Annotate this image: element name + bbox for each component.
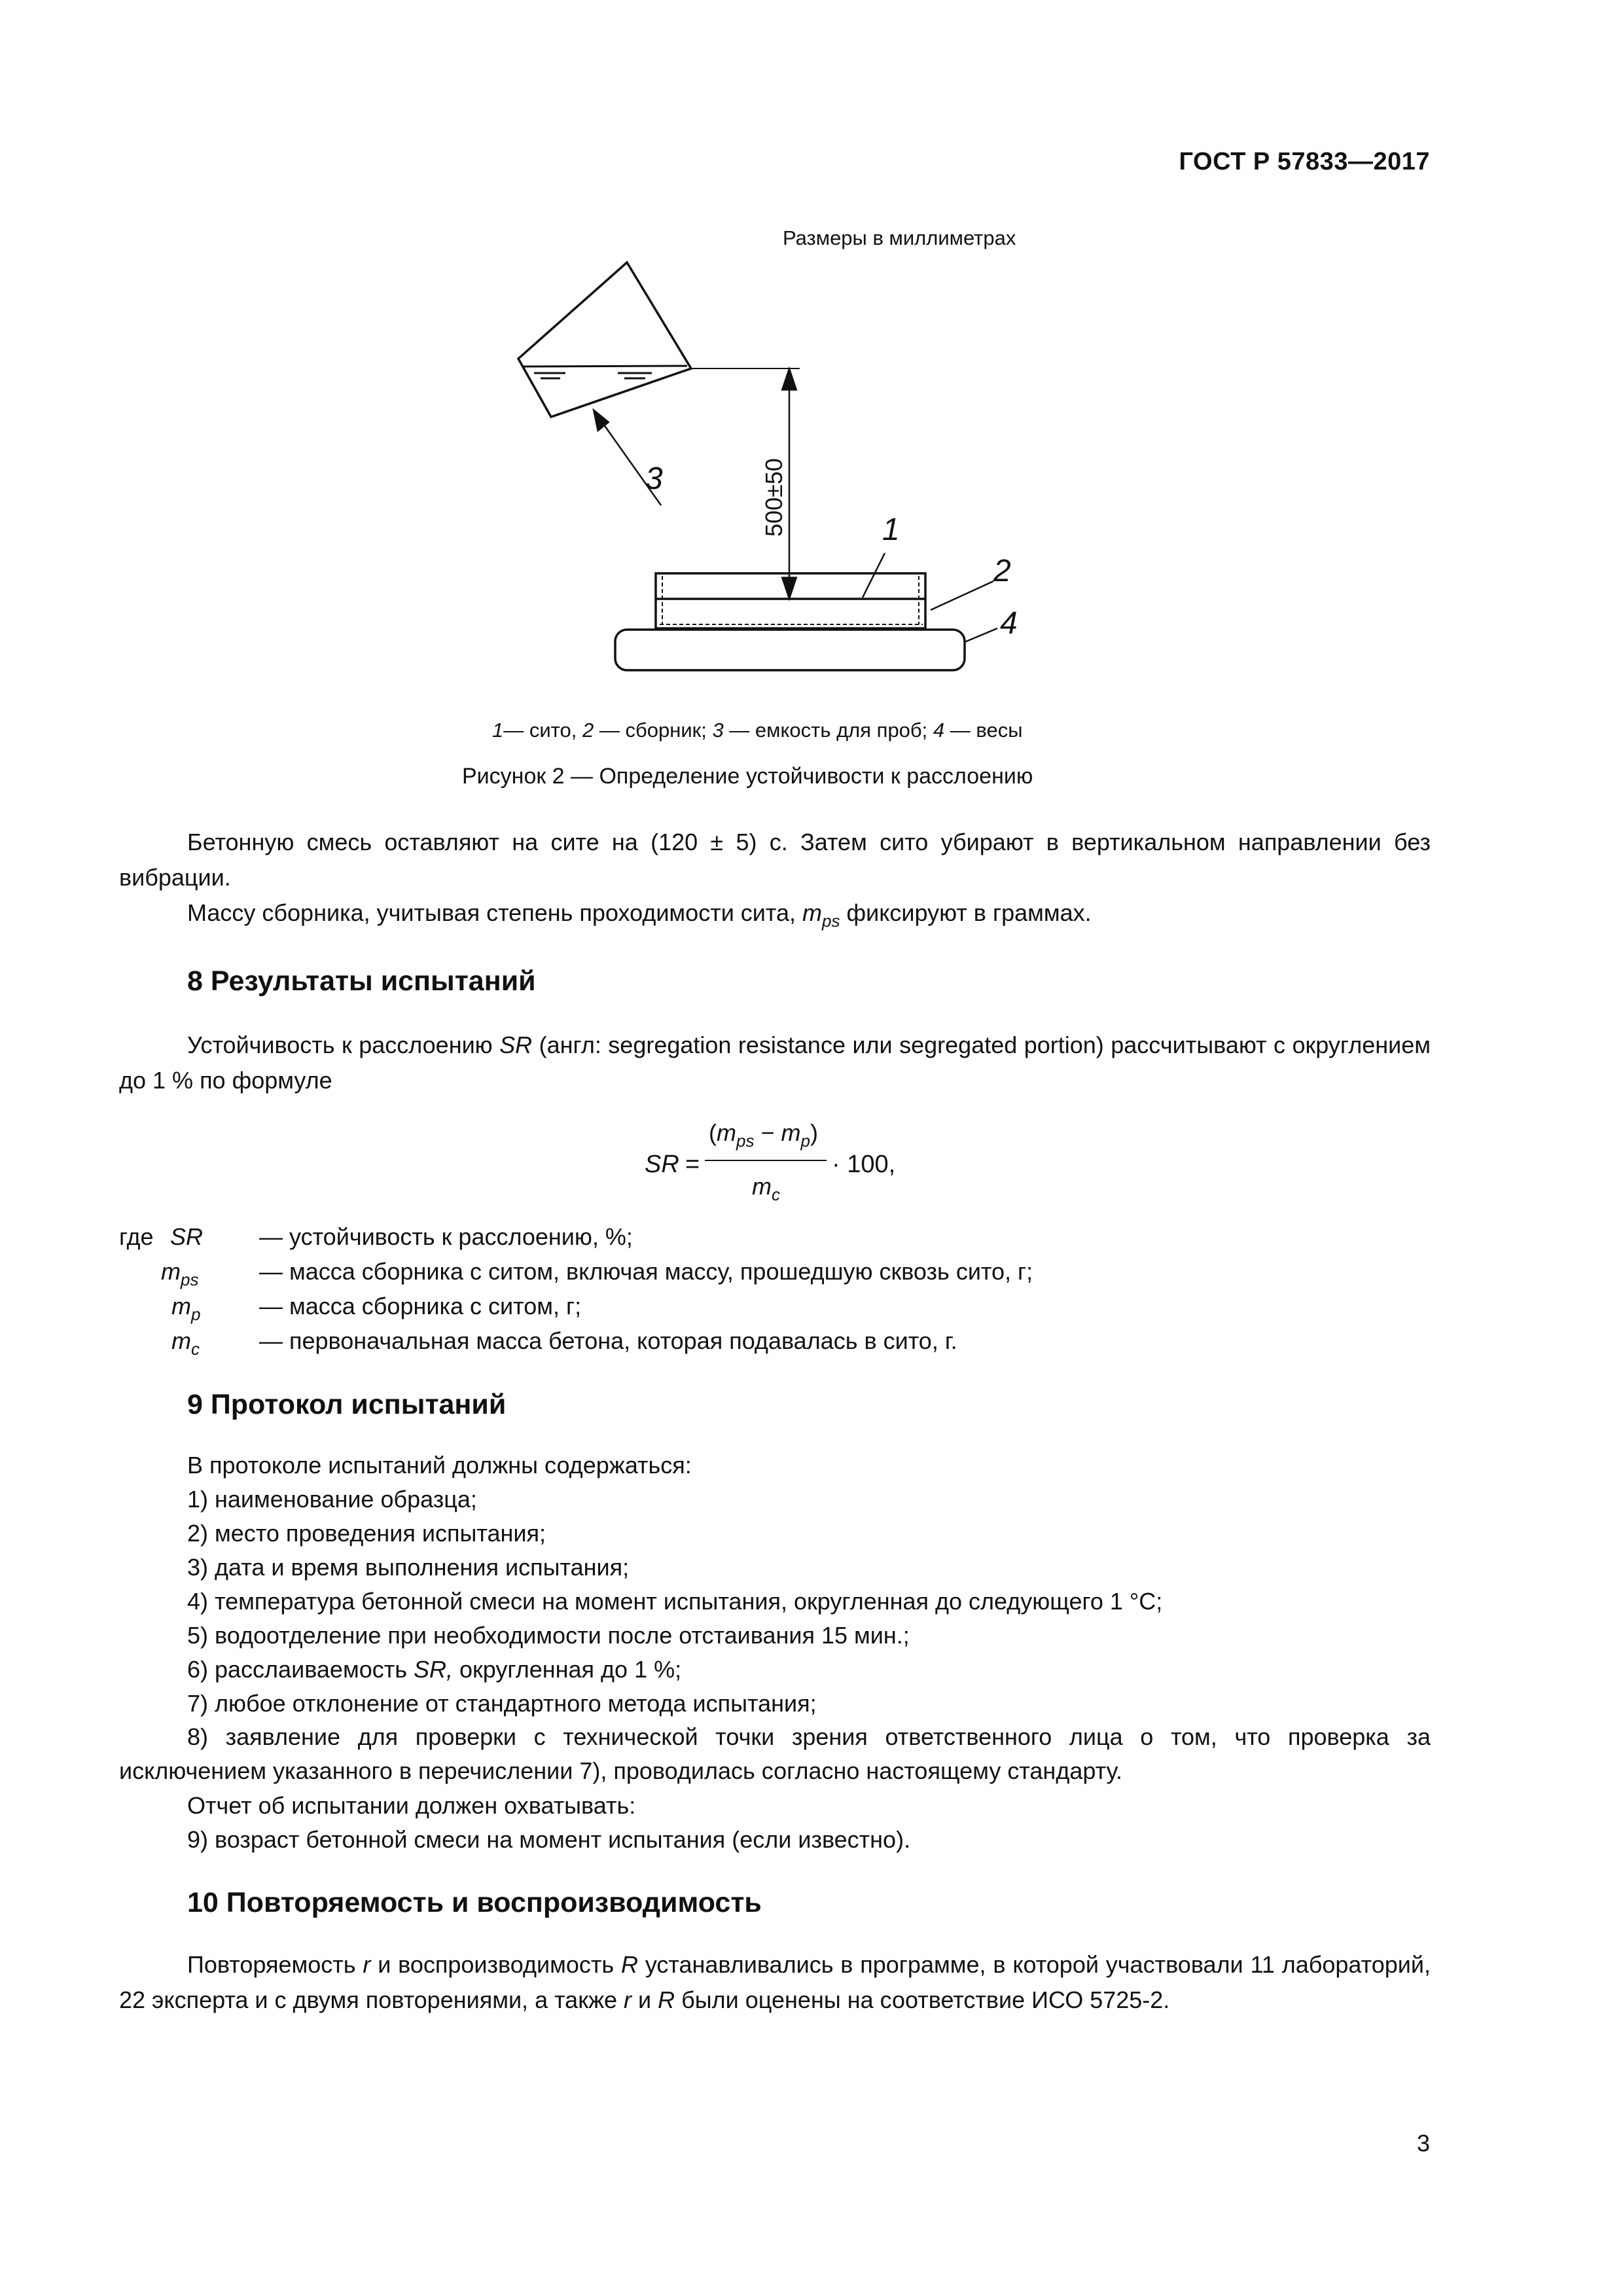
formula-lhs: SR [645, 1151, 679, 1178]
section-8-heading: 8 Результаты испытаний [187, 965, 536, 997]
legend-text-3: — емкость для проб; [723, 719, 933, 742]
dimension-label: 500±50 [760, 458, 787, 537]
s8-text-1: Устойчивость к расслоению [187, 1031, 500, 1058]
def-text-mp: — масса сборника с ситом, г; [259, 1293, 582, 1319]
segregation-test-figure [0, 0, 1623, 720]
s9-item-9: 9) возраст бетонной смеси на момент испытания (если известно). [187, 1826, 911, 1853]
def-sub-2: p [191, 1304, 201, 1324]
legend-num-1: 1 [492, 719, 504, 742]
legend-num-2: 2 [582, 719, 594, 742]
s8-text-2: (англ: segregation resistance или segregated portion) рассчитывают с округлением до 1 % по формуле [119, 1031, 1431, 1094]
callout-1: 1 [882, 512, 900, 547]
s9-item-4: 4) температура бетонной смеси на момент испытания, округленная до следующего 1 °С; [187, 1588, 1163, 1615]
s9-item-6-symbol: SR, [413, 1656, 453, 1683]
s9-item-6 [187, 1652, 681, 1687]
s10-t2: и воспроизводимость [370, 1951, 621, 1978]
def-sub-3: c [191, 1339, 200, 1359]
formula-eq: = [685, 1151, 700, 1178]
def-text-mc: — первоначальная масса бетона, которая подавалась в сито, г. [259, 1327, 957, 1354]
s10-r2: r [624, 1986, 632, 2013]
sample-container-shape [518, 262, 691, 417]
num-m1: m [717, 1119, 736, 1146]
standard-number: ГОСТ Р 57833—2017 [1179, 148, 1430, 175]
num-m2: m [781, 1119, 801, 1146]
callout-4: 4 [1000, 606, 1018, 641]
s9-item-5: 5) водоотделение при необходимости после отстаивания 15 мин.; [187, 1622, 910, 1649]
s9-item-2: 2) место проведения испытания; [187, 1520, 546, 1547]
legend-num-3: 3 [712, 719, 724, 742]
def-sym-0: SR [170, 1223, 204, 1250]
s10-t1: Повторяемость [187, 1951, 363, 1978]
s10-t4: и [632, 1986, 658, 2013]
num-minus: − [754, 1119, 781, 1146]
formula-tail: · 100, [832, 1151, 896, 1178]
s9-report: Отчет об испытании должен охватывать: [187, 1792, 636, 1819]
num-m1-sub: ps [736, 1131, 755, 1151]
def-sym-2: m [171, 1293, 191, 1319]
intro-p2-symbol: m [802, 899, 823, 926]
den-m: m [752, 1173, 772, 1200]
s9-intro: В протоколе испытаний должны содержаться: [187, 1452, 692, 1479]
def-text-mps: — масса сборника с ситом, включая массу, прошедшую сквозь сито, г; [259, 1258, 1033, 1285]
legend-text-4: — весы [944, 719, 1023, 742]
page-number: 3 [1416, 2130, 1430, 2157]
s10-R2: R [658, 1986, 675, 2013]
s9-item-7: 7) любое отклонение от стандартного метода испытания; [187, 1690, 817, 1717]
s10-t3: устанавливались в программе, в которой участвовали 11 лабораторий, 22 эксперта и с двумя повторениями, а также [119, 1951, 1431, 2013]
formula-numerator [709, 1115, 818, 1158]
intro-p2-text-end: фиксируют в граммах. [840, 899, 1092, 926]
fraction-bar [705, 1160, 827, 1161]
def-sub-1: ps [181, 1270, 199, 1289]
legend-num-4: 4 [933, 719, 945, 742]
intro-p2-text: Массу сборника, учитывая степень проходимости сита, [187, 899, 803, 926]
legend-text-1: — сито, [503, 719, 582, 742]
den-sub: c [772, 1185, 780, 1204]
section-9-heading: 9 Протокол испытаний [187, 1389, 507, 1420]
s10-R: R [620, 1951, 638, 1978]
units-note: Размеры в миллиметрах [783, 226, 1016, 249]
callout-2: 2 [993, 554, 1011, 588]
callout-3: 3 [645, 461, 663, 496]
num-open: ( [709, 1119, 717, 1146]
legend-text-2: — сборник; [594, 719, 713, 742]
section-8-paragraph [119, 1028, 1431, 1098]
s9-item-6-text-end: округленная до 1 %; [453, 1656, 682, 1683]
s10-t5: были оценены на соответствие ИСО 5725-2. [675, 1986, 1170, 2013]
intro-paragraph-2 [119, 895, 1431, 939]
formula-sr [645, 1113, 919, 1211]
formula-denominator [752, 1169, 780, 1212]
figure-legend [492, 719, 1023, 742]
where-label: где [119, 1223, 154, 1250]
s9-item-8: 8) заявление для проверки с технической точки зрения ответственного лица о том, что проверка за исключением указанного в перечислении 7), проводилась согласно настоящему стандарту. [119, 1723, 1431, 1784]
num-close: ) [810, 1119, 818, 1146]
section-10-heading: 10 Повторяемость и воспроизводимость [187, 1887, 762, 1918]
def-text-sr: — устойчивость к расслоению, %; [259, 1223, 633, 1250]
num-m2-sub: p [800, 1131, 810, 1151]
figure-title: Рисунок 2 — Определение устойчивости к расслоению [462, 764, 1033, 789]
s9-item-1: 1) наименование образца; [187, 1486, 477, 1513]
scale-shape [615, 630, 965, 670]
section-10-paragraph [119, 1947, 1431, 2018]
s8-symbol: SR [499, 1031, 533, 1058]
def-symbol-mc [171, 1323, 200, 1367]
intro-paragraph-1: Бетонную смесь оставляют на сите на (120 ± 5) с. Затем сито убирают в вертикальном направлении без вибрации. [119, 829, 1431, 891]
s10-r: r [363, 1951, 371, 1978]
intro-p2-subscript: ps [822, 911, 840, 931]
def-sym-1: m [161, 1258, 181, 1285]
def-sym-3: m [171, 1327, 191, 1354]
def-symbol-sr [170, 1219, 203, 1255]
s9-item-6-text: 6) расслаиваемость [187, 1656, 414, 1683]
s9-item-3: 3) дата и время выполнения испытания; [187, 1554, 630, 1581]
